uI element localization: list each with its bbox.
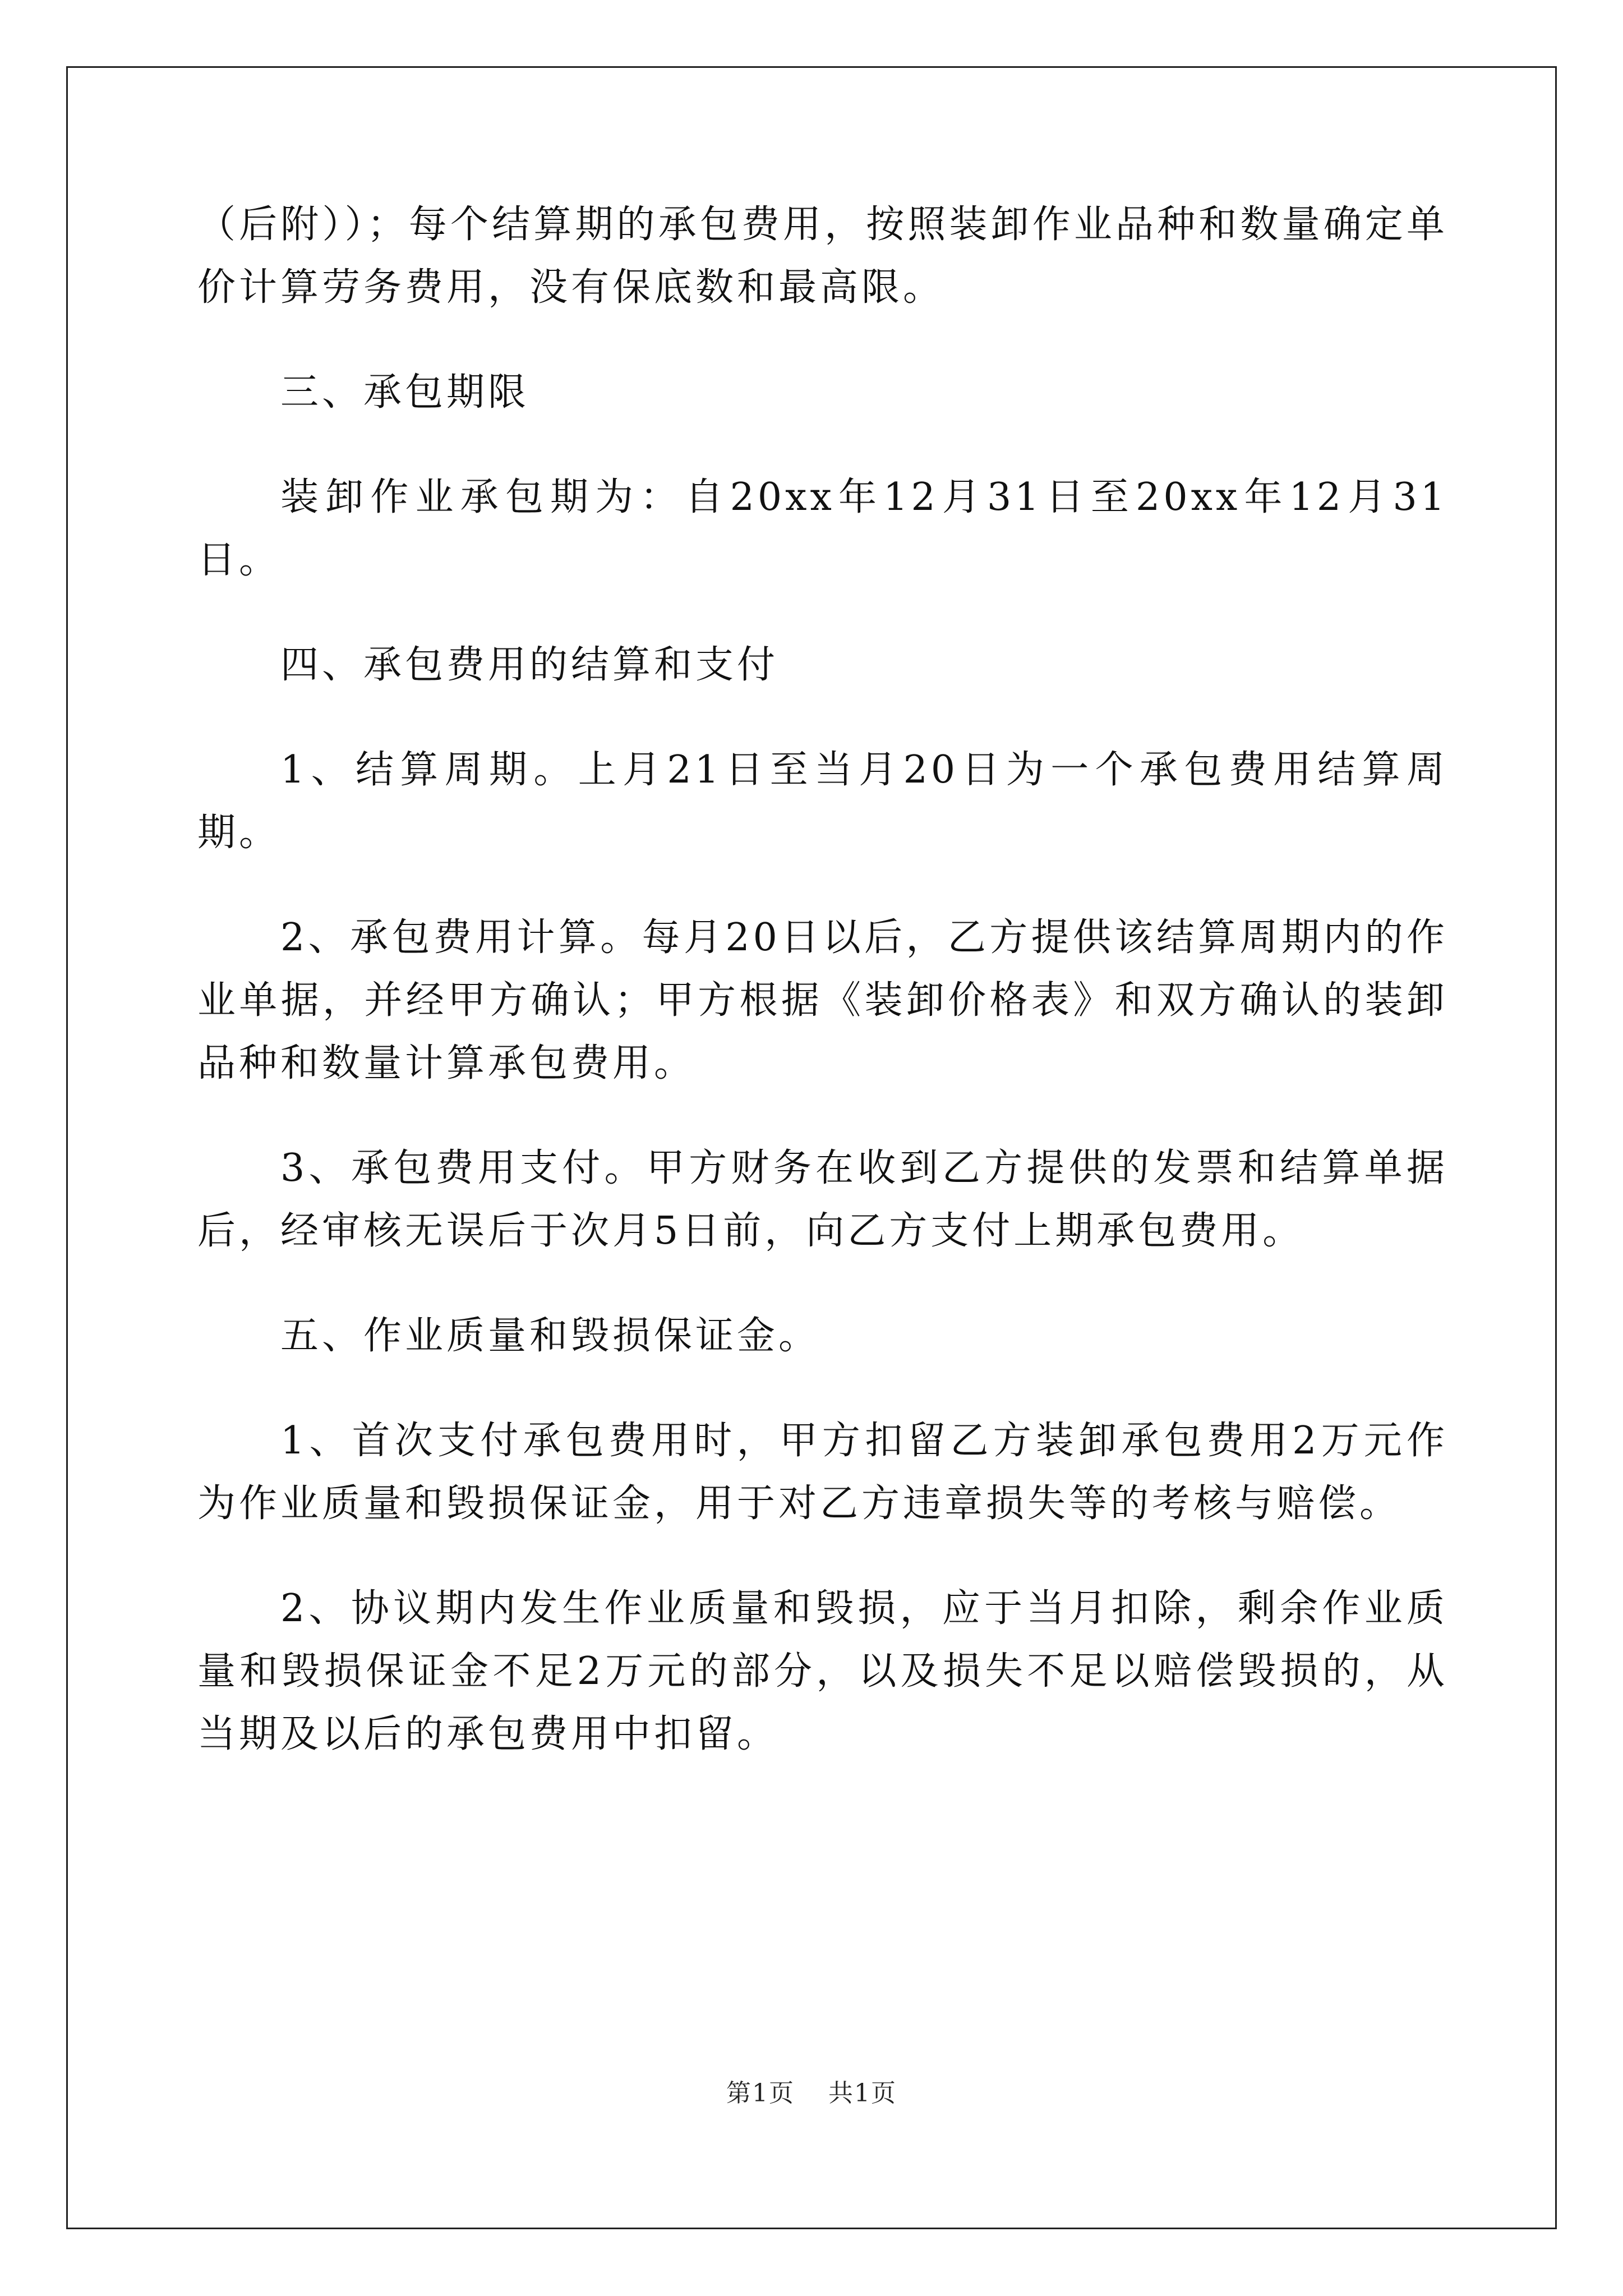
document-body (197, 194, 1448, 1808)
paragraph-deposit-retention: 1、首次支付承包费用时，甲方扣留乙方装卸承包费用2万元作为作业质量和毁损保证金，用于对乙方违章损失等的考核与赔偿。 (197, 1419, 1448, 1526)
section-heading-term: 三、承包期限 (280, 370, 530, 415)
paragraph-fee-payment: 3、承包费用支付。甲方财务在收到乙方提供的发票和结算单据后，经审核无误后于次月5日前，向乙方支付上期承包费用。 (197, 1146, 1448, 1253)
paragraph-settlement-period: 1、结算周期。上月21日至当月20日为一个承包费用结算周期。 (197, 748, 1448, 855)
paragraph-deposit-deduction: 2、协议期内发生作业质量和毁损，应于当月扣除，剩余作业质量和毁损保证金不足2万元的部分，以及损失不足以赔偿毁损的，从当期及以后的承包费用中扣留。 (197, 1586, 1448, 1756)
paragraph-term: 装卸作业承包期为：自20xx年12月31日至20xx年12月31日。 (197, 475, 1448, 582)
section-heading-deposit: 五、作业质量和毁损保证金。 (280, 1314, 820, 1358)
paragraph-continuation: （后附））；每个结算期的承包费用，按照装卸作业品种和数量确定单价计算劳务费用，没有保底数和最高限。 (197, 203, 1448, 310)
page-number: 第1页 (726, 2079, 795, 2108)
page-footer (0, 2077, 1623, 2110)
paragraph-fee-calculation: 2、承包费用计算。每月20日以后，乙方提供该结算周期内的作业单据，并经甲方确认；甲方根据《装卸价格表》和双方确认的装卸品种和数量计算承包费用。 (197, 915, 1448, 1085)
page-total: 共1页 (828, 2079, 897, 2108)
section-heading-settlement: 四、承包费用的结算和支付 (280, 643, 779, 687)
